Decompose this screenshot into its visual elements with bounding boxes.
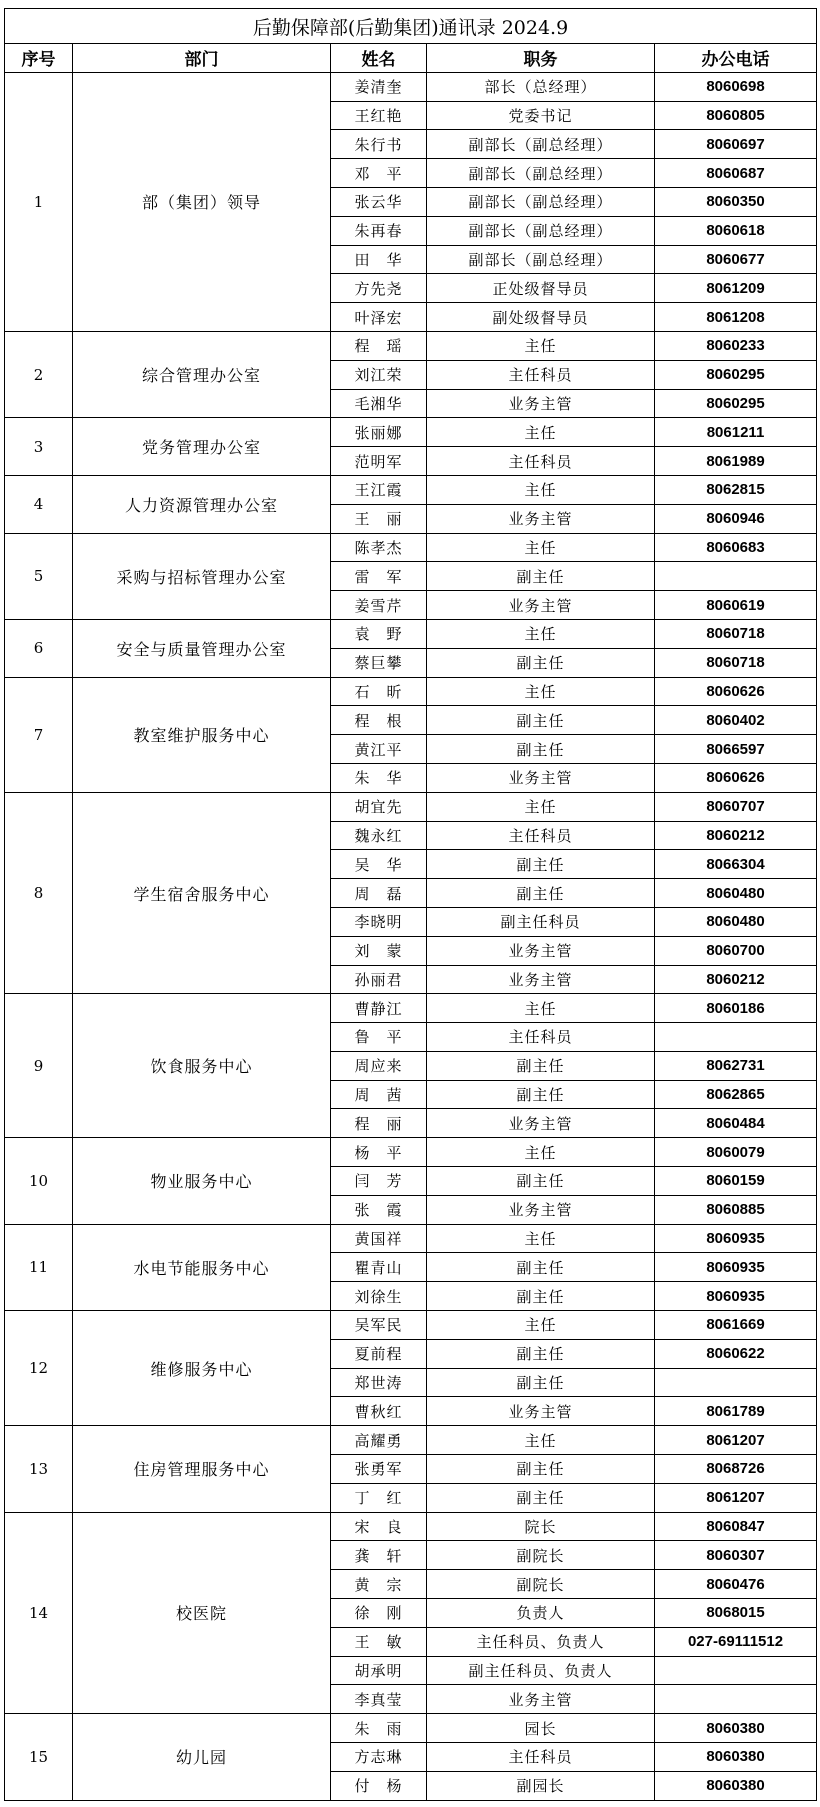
member-name: 曹静江 <box>331 994 427 1023</box>
member-phone: 8060700 <box>655 936 817 965</box>
member-name: 李真莹 <box>331 1685 427 1714</box>
group-department: 饮食服务中心 <box>73 994 331 1138</box>
group-department: 人力资源管理办公室 <box>73 475 331 533</box>
member-position: 副主任 <box>427 879 655 908</box>
member-name: 张丽娜 <box>331 418 427 447</box>
member-phone: 8060159 <box>655 1167 817 1196</box>
member-position: 副院长 <box>427 1541 655 1570</box>
member-position: 副部长（副总经理） <box>427 187 655 216</box>
member-name: 黄江平 <box>331 735 427 764</box>
directory-table <box>4 8 817 1801</box>
member-name: 石 昕 <box>331 677 427 706</box>
member-name: 吴 华 <box>331 850 427 879</box>
member-position: 副园长 <box>427 1771 655 1800</box>
header-phone: 办公电话 <box>655 44 817 73</box>
member-name: 朱 华 <box>331 763 427 792</box>
member-phone: 8060707 <box>655 792 817 821</box>
member-name: 高耀勇 <box>331 1426 427 1455</box>
member-name: 黄 宗 <box>331 1570 427 1599</box>
member-position: 业务主管 <box>427 504 655 533</box>
member-position: 主任 <box>427 331 655 360</box>
member-name: 袁 野 <box>331 619 427 648</box>
member-name: 曹秋红 <box>331 1397 427 1426</box>
member-position: 主任科员 <box>427 447 655 476</box>
member-position: 主任 <box>427 792 655 821</box>
member-name: 程 丽 <box>331 1109 427 1138</box>
member-phone: 8060212 <box>655 821 817 850</box>
member-phone: 8060698 <box>655 72 817 101</box>
member-position: 党委书记 <box>427 101 655 130</box>
table-row <box>5 619 817 648</box>
member-position: 主任 <box>427 1311 655 1340</box>
member-name: 孙丽君 <box>331 965 427 994</box>
member-position: 主任 <box>427 1224 655 1253</box>
member-phone <box>655 562 817 591</box>
group-department: 校医院 <box>73 1512 331 1714</box>
member-position: 主任科员 <box>427 360 655 389</box>
member-name: 张 霞 <box>331 1195 427 1224</box>
member-position: 副部长（副总经理） <box>427 245 655 274</box>
member-name: 鲁 平 <box>331 1023 427 1052</box>
member-phone: 8061789 <box>655 1397 817 1426</box>
member-position: 业务主管 <box>427 936 655 965</box>
table-row <box>5 994 817 1023</box>
member-position: 正处级督导员 <box>427 274 655 303</box>
member-position: 副部长（副总经理） <box>427 159 655 188</box>
member-phone: 8060350 <box>655 187 817 216</box>
member-position: 主任科员、负责人 <box>427 1627 655 1656</box>
group-department: 物业服务中心 <box>73 1138 331 1224</box>
group-seq: 6 <box>5 619 73 677</box>
group-department: 党务管理办公室 <box>73 418 331 476</box>
group-department: 学生宿舍服务中心 <box>73 792 331 994</box>
header-dept: 部门 <box>73 44 331 73</box>
member-name: 李晓明 <box>331 907 427 936</box>
member-position: 副主任 <box>427 1253 655 1282</box>
member-name: 叶泽宏 <box>331 303 427 332</box>
member-name: 毛湘华 <box>331 389 427 418</box>
group-department: 安全与质量管理办公室 <box>73 619 331 677</box>
member-position: 主任 <box>427 418 655 447</box>
member-name: 宋 良 <box>331 1512 427 1541</box>
group-seq: 1 <box>5 72 73 331</box>
member-phone <box>655 1685 817 1714</box>
member-position: 副主任科员、负责人 <box>427 1656 655 1685</box>
group-department: 幼儿园 <box>73 1714 331 1800</box>
member-name: 朱再春 <box>331 216 427 245</box>
member-position: 院长 <box>427 1512 655 1541</box>
member-phone: 8060212 <box>655 965 817 994</box>
member-position: 副主任 <box>427 1167 655 1196</box>
table-row <box>5 418 817 447</box>
page-title: 后勤保障部(后勤集团)通讯录 2024.9 <box>5 9 817 44</box>
table-row <box>5 1714 817 1743</box>
member-name: 刘徐生 <box>331 1282 427 1311</box>
header-seq: 序号 <box>5 44 73 73</box>
group-seq: 2 <box>5 331 73 417</box>
member-phone: 8061669 <box>655 1311 817 1340</box>
member-phone <box>655 1023 817 1052</box>
member-name: 程 根 <box>331 706 427 735</box>
member-name: 王红艳 <box>331 101 427 130</box>
member-position: 业务主管 <box>427 1195 655 1224</box>
table-row <box>5 331 817 360</box>
member-position: 副主任科员 <box>427 907 655 936</box>
member-name: 刘江荣 <box>331 360 427 389</box>
table-row <box>5 792 817 821</box>
member-position: 主任 <box>427 1426 655 1455</box>
member-phone: 8060618 <box>655 216 817 245</box>
member-position: 副主任 <box>427 1455 655 1484</box>
member-phone: 8062815 <box>655 475 817 504</box>
member-position: 副主任 <box>427 706 655 735</box>
member-phone: 8060677 <box>655 245 817 274</box>
group-seq: 10 <box>5 1138 73 1224</box>
member-position: 主任 <box>427 475 655 504</box>
header-position: 职务 <box>427 44 655 73</box>
member-position: 主任 <box>427 994 655 1023</box>
member-phone: 8060233 <box>655 331 817 360</box>
member-position: 副部长（副总经理） <box>427 130 655 159</box>
member-position: 业务主管 <box>427 1685 655 1714</box>
member-name: 张云华 <box>331 187 427 216</box>
group-department: 采购与招标管理办公室 <box>73 533 331 619</box>
member-name: 姜清奎 <box>331 72 427 101</box>
member-position: 业务主管 <box>427 591 655 620</box>
member-position: 业务主管 <box>427 763 655 792</box>
group-seq: 3 <box>5 418 73 476</box>
member-position: 副主任 <box>427 1368 655 1397</box>
member-position: 副主任 <box>427 735 655 764</box>
member-phone: 8060626 <box>655 677 817 706</box>
group-seq: 4 <box>5 475 73 533</box>
member-position: 业务主管 <box>427 389 655 418</box>
member-phone: 8068015 <box>655 1599 817 1628</box>
table-row <box>5 1512 817 1541</box>
member-name: 程 瑶 <box>331 331 427 360</box>
member-phone <box>655 1368 817 1397</box>
group-seq: 9 <box>5 994 73 1138</box>
member-phone: 8066304 <box>655 850 817 879</box>
member-name: 方先尧 <box>331 274 427 303</box>
member-position: 副主任 <box>427 562 655 591</box>
member-name: 朱 雨 <box>331 1714 427 1743</box>
member-phone: 8061208 <box>655 303 817 332</box>
member-name: 王江霞 <box>331 475 427 504</box>
group-seq: 12 <box>5 1311 73 1426</box>
member-phone: 8060847 <box>655 1512 817 1541</box>
member-phone: 8061209 <box>655 274 817 303</box>
member-position: 主任 <box>427 1138 655 1167</box>
member-name: 方志琳 <box>331 1743 427 1772</box>
member-position: 主任 <box>427 619 655 648</box>
member-name: 姜雪芹 <box>331 591 427 620</box>
group-seq: 14 <box>5 1512 73 1714</box>
member-name: 徐 刚 <box>331 1599 427 1628</box>
member-position: 主任科员 <box>427 1743 655 1772</box>
member-position: 主任 <box>427 677 655 706</box>
header-name: 姓名 <box>331 44 427 73</box>
member-name: 刘 蒙 <box>331 936 427 965</box>
member-position: 主任科员 <box>427 821 655 850</box>
member-name: 瞿青山 <box>331 1253 427 1282</box>
member-name: 夏前程 <box>331 1339 427 1368</box>
member-position: 副主任 <box>427 1080 655 1109</box>
member-name: 张勇军 <box>331 1455 427 1484</box>
member-position: 部长（总经理） <box>427 72 655 101</box>
member-position: 副主任 <box>427 1339 655 1368</box>
group-seq: 15 <box>5 1714 73 1800</box>
member-name: 付 杨 <box>331 1771 427 1800</box>
member-position: 副主任 <box>427 1051 655 1080</box>
member-phone: 8068726 <box>655 1455 817 1484</box>
table-row <box>5 1311 817 1340</box>
member-name: 田 华 <box>331 245 427 274</box>
member-position: 负责人 <box>427 1599 655 1628</box>
member-phone: 8060946 <box>655 504 817 533</box>
member-phone: 8062731 <box>655 1051 817 1080</box>
table-body <box>5 72 817 1800</box>
member-phone: 8060697 <box>655 130 817 159</box>
table-row <box>5 677 817 706</box>
member-phone: 8060805 <box>655 101 817 130</box>
member-phone: 8062865 <box>655 1080 817 1109</box>
group-department: 综合管理办公室 <box>73 331 331 417</box>
table-row <box>5 1224 817 1253</box>
member-phone: 8060935 <box>655 1282 817 1311</box>
member-phone: 8060295 <box>655 389 817 418</box>
member-phone: 8060718 <box>655 648 817 677</box>
member-position: 业务主管 <box>427 965 655 994</box>
member-phone: 8061989 <box>655 447 817 476</box>
member-phone: 8060380 <box>655 1743 817 1772</box>
member-name: 胡宜先 <box>331 792 427 821</box>
member-phone: 8060380 <box>655 1771 817 1800</box>
member-name: 闫 芳 <box>331 1167 427 1196</box>
member-position: 业务主管 <box>427 1109 655 1138</box>
table-row <box>5 533 817 562</box>
member-phone: 8060935 <box>655 1224 817 1253</box>
member-phone: 8061207 <box>655 1426 817 1455</box>
group-department: 住房管理服务中心 <box>73 1426 331 1512</box>
member-phone: 8060402 <box>655 706 817 735</box>
group-department: 维修服务中心 <box>73 1311 331 1426</box>
member-name: 周 茜 <box>331 1080 427 1109</box>
member-name: 雷 军 <box>331 562 427 591</box>
member-name: 郑世涛 <box>331 1368 427 1397</box>
member-phone: 8060619 <box>655 591 817 620</box>
group-seq: 11 <box>5 1224 73 1310</box>
member-phone: 8060935 <box>655 1253 817 1282</box>
member-position: 副主任 <box>427 850 655 879</box>
table-row <box>5 1138 817 1167</box>
member-name: 陈孝杰 <box>331 533 427 562</box>
member-position: 园长 <box>427 1714 655 1743</box>
member-phone: 8060687 <box>655 159 817 188</box>
member-phone: 8060295 <box>655 360 817 389</box>
member-phone: 8060718 <box>655 619 817 648</box>
member-name: 丁 红 <box>331 1483 427 1512</box>
member-position: 副主任 <box>427 1483 655 1512</box>
table-row <box>5 1426 817 1455</box>
member-phone: 027-69111512 <box>655 1627 817 1656</box>
member-phone: 8060380 <box>655 1714 817 1743</box>
member-position: 业务主管 <box>427 1397 655 1426</box>
member-name: 朱行书 <box>331 130 427 159</box>
table-row <box>5 72 817 101</box>
member-phone: 8060307 <box>655 1541 817 1570</box>
member-position: 副主任 <box>427 1282 655 1311</box>
member-phone: 8060476 <box>655 1570 817 1599</box>
member-phone: 8061207 <box>655 1483 817 1512</box>
group-department: 教室维护服务中心 <box>73 677 331 792</box>
member-name: 龚 轩 <box>331 1541 427 1570</box>
member-phone: 8060885 <box>655 1195 817 1224</box>
member-phone: 8060683 <box>655 533 817 562</box>
member-name: 胡承明 <box>331 1656 427 1685</box>
member-phone <box>655 1656 817 1685</box>
member-name: 邓 平 <box>331 159 427 188</box>
member-phone: 8060480 <box>655 879 817 908</box>
member-phone: 8060480 <box>655 907 817 936</box>
member-phone: 8066597 <box>655 735 817 764</box>
member-name: 杨 平 <box>331 1138 427 1167</box>
group-seq: 5 <box>5 533 73 619</box>
group-seq: 8 <box>5 792 73 994</box>
group-seq: 7 <box>5 677 73 792</box>
member-name: 王 丽 <box>331 504 427 533</box>
group-department: 部（集团）领导 <box>73 72 331 331</box>
member-position: 副处级督导员 <box>427 303 655 332</box>
member-name: 吴军民 <box>331 1311 427 1340</box>
group-department: 水电节能服务中心 <box>73 1224 331 1310</box>
member-name: 周 磊 <box>331 879 427 908</box>
member-name: 周应来 <box>331 1051 427 1080</box>
member-phone: 8060484 <box>655 1109 817 1138</box>
group-seq: 13 <box>5 1426 73 1512</box>
member-phone: 8060186 <box>655 994 817 1023</box>
member-phone: 8060626 <box>655 763 817 792</box>
member-name: 王 敏 <box>331 1627 427 1656</box>
member-name: 范明军 <box>331 447 427 476</box>
member-name: 黄国祥 <box>331 1224 427 1253</box>
member-position: 主任 <box>427 533 655 562</box>
member-phone: 8060622 <box>655 1339 817 1368</box>
member-phone: 8060079 <box>655 1138 817 1167</box>
table-row <box>5 475 817 504</box>
member-position: 副部长（副总经理） <box>427 216 655 245</box>
member-name: 魏永红 <box>331 821 427 850</box>
member-position: 副主任 <box>427 648 655 677</box>
member-position: 主任科员 <box>427 1023 655 1052</box>
member-position: 副院长 <box>427 1570 655 1599</box>
member-name: 蔡巨攀 <box>331 648 427 677</box>
member-phone: 8061211 <box>655 418 817 447</box>
